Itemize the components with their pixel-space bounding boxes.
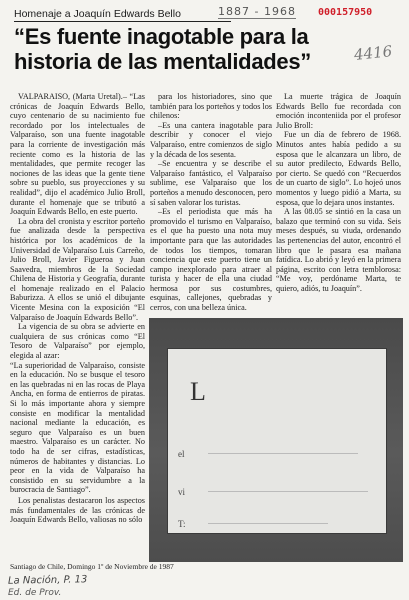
paragraph: –Se encuentra y se describe el Valparaíso fantástico, el Valparaíso sublime, ese Valparaíso que los porteños a menudo desconocen, pero sí saben valorar los turistas.: [150, 159, 272, 207]
handwritten-source-note-2: Ed. de Prov.: [8, 588, 62, 598]
headline: “Es fuente inagotable para la historia de las mentalidades”: [14, 24, 311, 74]
paragraph: La obra del cronista y escritor porteño fue analizada desde la perspectiva histórica por los académicos de la Universidad de Valparaíso Luis Carreño, Julio Broll, Javier Figueroa y Juan Saavedra, miembros de la Sociedad Chilena de Historia y Geografía, durante el homenaje realizado en el Palacio Baburizza. A ellos se unió el dibujante Vicente Mesina con la exposición “El Valparaíso de Joaquín Edwards Bello”.: [10, 216, 145, 322]
paragraph: La muerte trágica de Joaquín Edwards Bello fue recordada con emoción inconteniida por el profesor Julio Broll:: [276, 92, 401, 130]
photo-text-line: [208, 523, 328, 524]
section-kicker: Homenaje a Joaquín Edwards Bello: [14, 8, 231, 22]
quote-paragraph: “La superioridad de Valparaíso, consiste en la educación. No se busque el tesoro en las quebradas ni en las rocas de Playa Ancha, en forma de entierros de piratas. Si lo más importante ahora y siempre consiste en modificar la mentalidad nacional mediante la educación, es seguro que Valparaíso es un buen maestro. Valparaíso es un carácter. No todo ha de ser cifras, estadísticas, números de habitantes y distancias. Lo peor en la vida de Valparaíso ha consistido en su servidumbre a la burocracia de Santiago”.: [10, 360, 145, 495]
article-column-3: [276, 92, 401, 293]
photo: [149, 318, 403, 562]
photo-text-line: [208, 453, 358, 454]
handwritten-year-note: 1887 - 1968: [218, 5, 296, 18]
photo-text-fragment: L: [190, 377, 206, 406]
handwritten-number: 4416: [353, 42, 394, 64]
handwritten-source-note: La Nación, P. 13: [7, 574, 88, 587]
paragraph: La vigencia de su obra se advierte en cualquiera de sus crónicas como “El Tesoro de Valparaíso” por ejemplo, elegida al azar:: [10, 322, 145, 361]
article-column-1: [10, 92, 145, 525]
archive-stamp-id: 000157950: [318, 7, 373, 18]
photo-frame: [167, 348, 387, 534]
footer-line: Santiago de Chile, Domingo 1º de Noviembre de 1987: [10, 562, 174, 571]
photo-text-line: [208, 491, 368, 492]
article-column-2: [150, 92, 272, 313]
lead-paragraph: [10, 92, 145, 217]
paragraph: –Es el periodista que más ha promovido el turismo en Valparaíso, es el que ha puesto una nota muy importante para que las autoridades de todos los tiempos, tomaran conciencia que este puerto tiene un campo inexplorado para atraer al turista y hacer de ella una ciudad hermosa por sus costumbres, esquinas, callejones, quebradas y cerros, con una belleza única.: [150, 207, 272, 313]
paragraph: Fue un día de febrero de 1968. Minutos antes había pedido a su esposa que le alcanzara un libro, de su autor predilecto, Edwards Bello, por cierto. Se quedó con “Recuerdos de un cuarto de siglo”. Lo hojeó unos momentos y luego pidió a Marta, su esposa, que lo dejara unos instantes.: [276, 130, 401, 207]
photo-text-fragment: vi: [178, 487, 186, 497]
paragraph: Los penalistas destacaron los aspectos más fundamentales de las crónicas de Joaquín Edwards Bello, valiosas no sólo: [10, 495, 145, 525]
dateline: VALPARAISO,: [18, 92, 71, 101]
lead-paragraph-text: (Marta Uretal).– “Las crónicas de Joaquín Edwards Bello, cuyo centenario de su nacimiento fue recordado por los intelectuales de Valparaíso, son una fuente inagotable para la corriente de investigación más reciente como es la historia de las mentalidades, que permite recoger las nociones de las ideas que la gente tiene sobre su pueblo, sus proyecciones y su realidad”, dijo el académico Julio Broll, durante el homenaje que se tributó a Joaquín Edwards Bello, en este puerto.: [10, 92, 145, 217]
photo-text-fragment: T:: [178, 519, 186, 529]
paragraph: A las 08.05 se sintió en la casa un balazo que terminó con su vida. Seis meses después, su viuda, ordenando las pertenencias del autor, encontró el libro que le pasara esa mañana fatídica. Lo abrió y leyó en la primera página, escrito con letra temblorosa: “Me voy, perdóname Marta, te quiero, adiós, tu Joaquín”.: [276, 207, 401, 293]
paragraph: –Es una cantera inagotable para describir y conocer el viejo Valparaíso, entre comienzos de siglo y la década de los sesenta.: [150, 120, 272, 159]
photo-text-fragment: el: [178, 449, 185, 459]
paragraph: para los historiadores, sino que también para los porteños y todos los chilenos:: [150, 92, 272, 121]
